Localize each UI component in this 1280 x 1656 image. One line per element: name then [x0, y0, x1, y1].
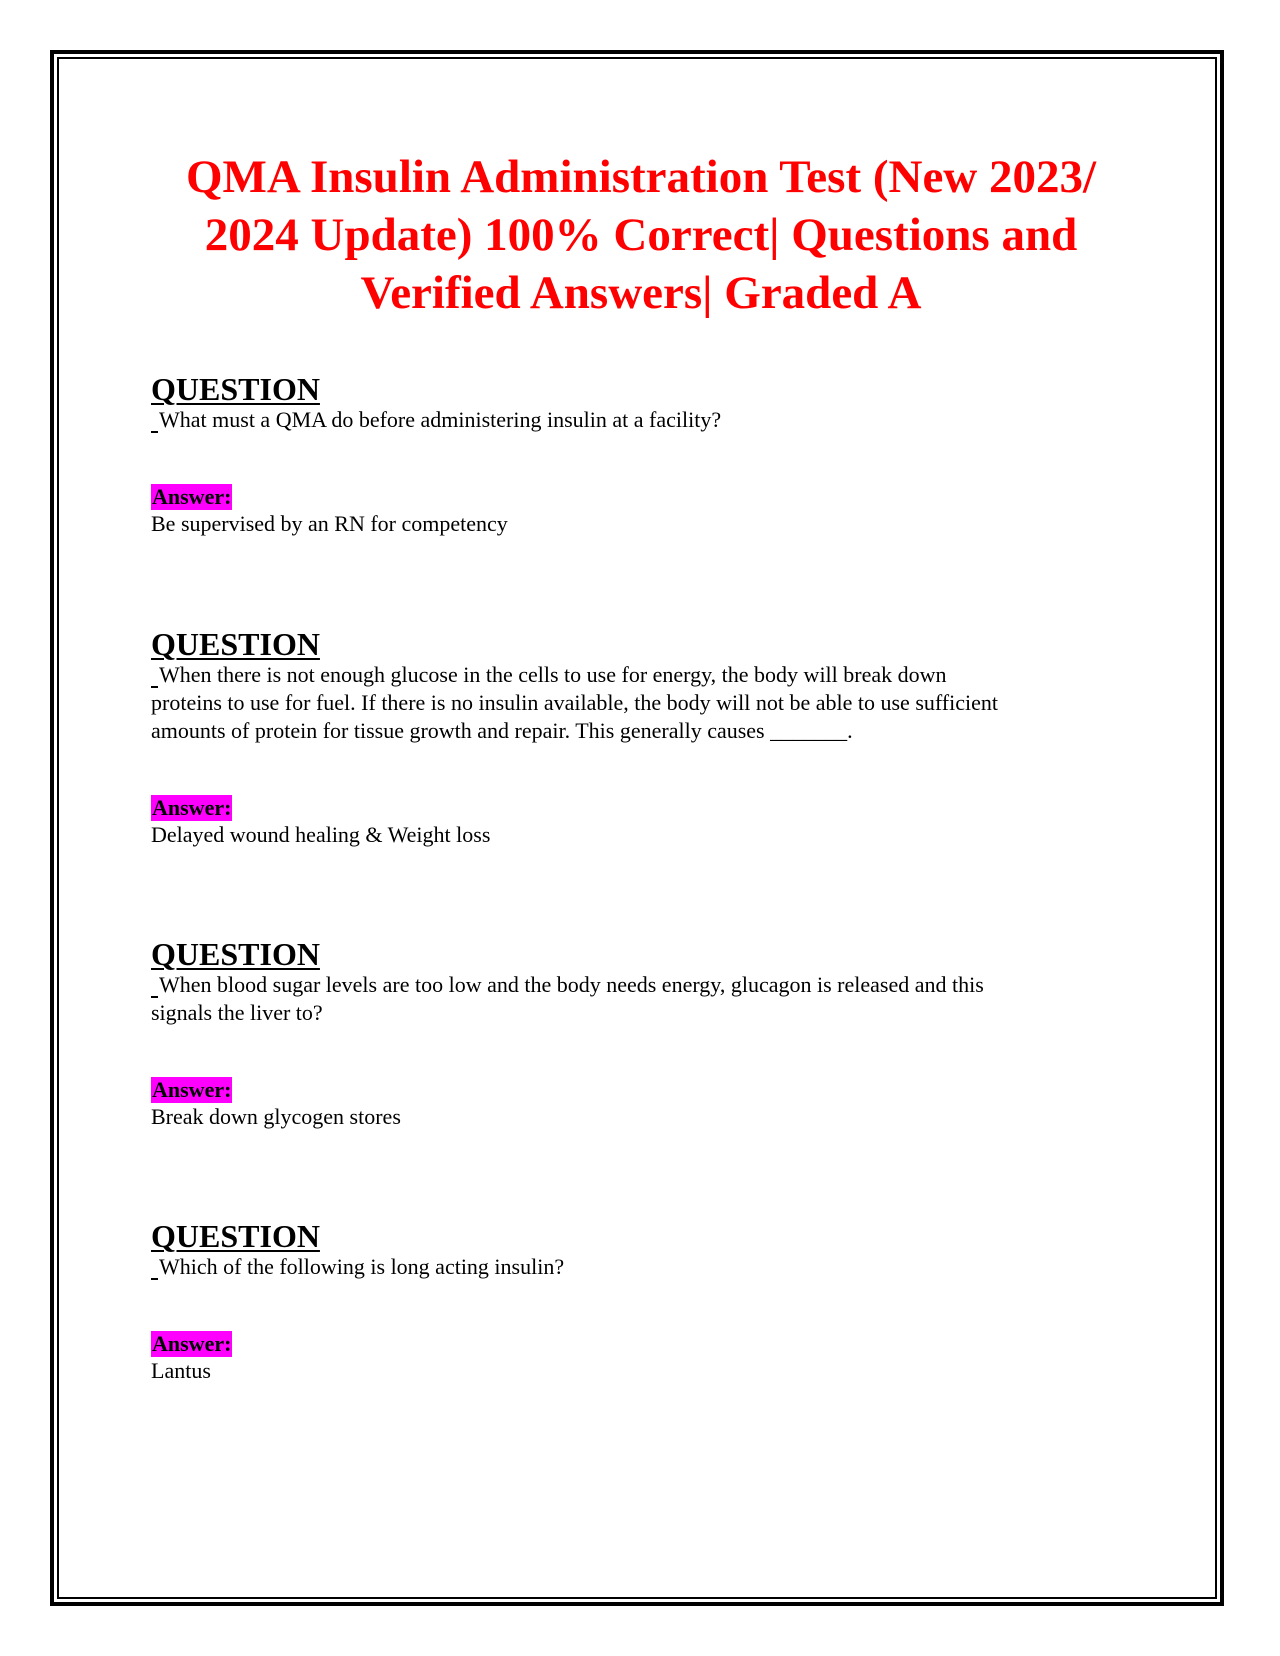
- answer-label: Answer:: [152, 1077, 232, 1102]
- answer-label: Answer:: [152, 484, 232, 509]
- lead-mark: [151, 1278, 158, 1280]
- question-label: QUESTION: [151, 936, 320, 972]
- lead-mark: [151, 431, 158, 433]
- document-title: [151, 148, 1131, 322]
- answer-text: Delayed wound healing & Weight loss: [151, 822, 491, 847]
- question-label: QUESTION: [151, 1218, 320, 1254]
- question-text: What must a QMA do before administering insulin at a facility?: [151, 406, 1131, 434]
- question-label: QUESTION: [151, 371, 320, 407]
- answer-text: Break down glycogen stores: [151, 1104, 401, 1129]
- answer-label: Answer:: [152, 1331, 232, 1356]
- title-line-3: Verified Answers| Graded A: [360, 267, 922, 319]
- title-line-1: QMA Insulin Administration Test (New 2023/: [185, 151, 1097, 203]
- question-label: QUESTION: [151, 626, 320, 662]
- document-header: [151, 148, 1131, 322]
- question-text: Which of the following is long acting insulin?: [151, 1253, 1131, 1281]
- qa-item-1: [151, 372, 1131, 538]
- lead-mark: [151, 996, 158, 998]
- title-line-2: 2024 Update) 100% Correct| Questions and: [204, 209, 1078, 261]
- qa-item-4: [151, 1219, 1131, 1385]
- answer-label: Answer:: [152, 795, 232, 820]
- answer-text: Be supervised by an RN for competency: [151, 511, 508, 536]
- answer-text: Lantus: [151, 1358, 211, 1383]
- lead-mark: [151, 686, 158, 688]
- qa-item-2: [151, 627, 1131, 849]
- question-text: When there is not enough glucose in the cells to use for energy, the body will break down proteins to use for fuel. If there is no insulin available, the body will not be able to use sufficient amounts of protein for tissue growth and repair. This generally causes _______.: [151, 662, 998, 743]
- question-text: When blood sugar levels are too low and the body needs energy, glucagon is released and this signals the liver to?: [151, 972, 984, 1025]
- qa-item-3: [151, 937, 1131, 1131]
